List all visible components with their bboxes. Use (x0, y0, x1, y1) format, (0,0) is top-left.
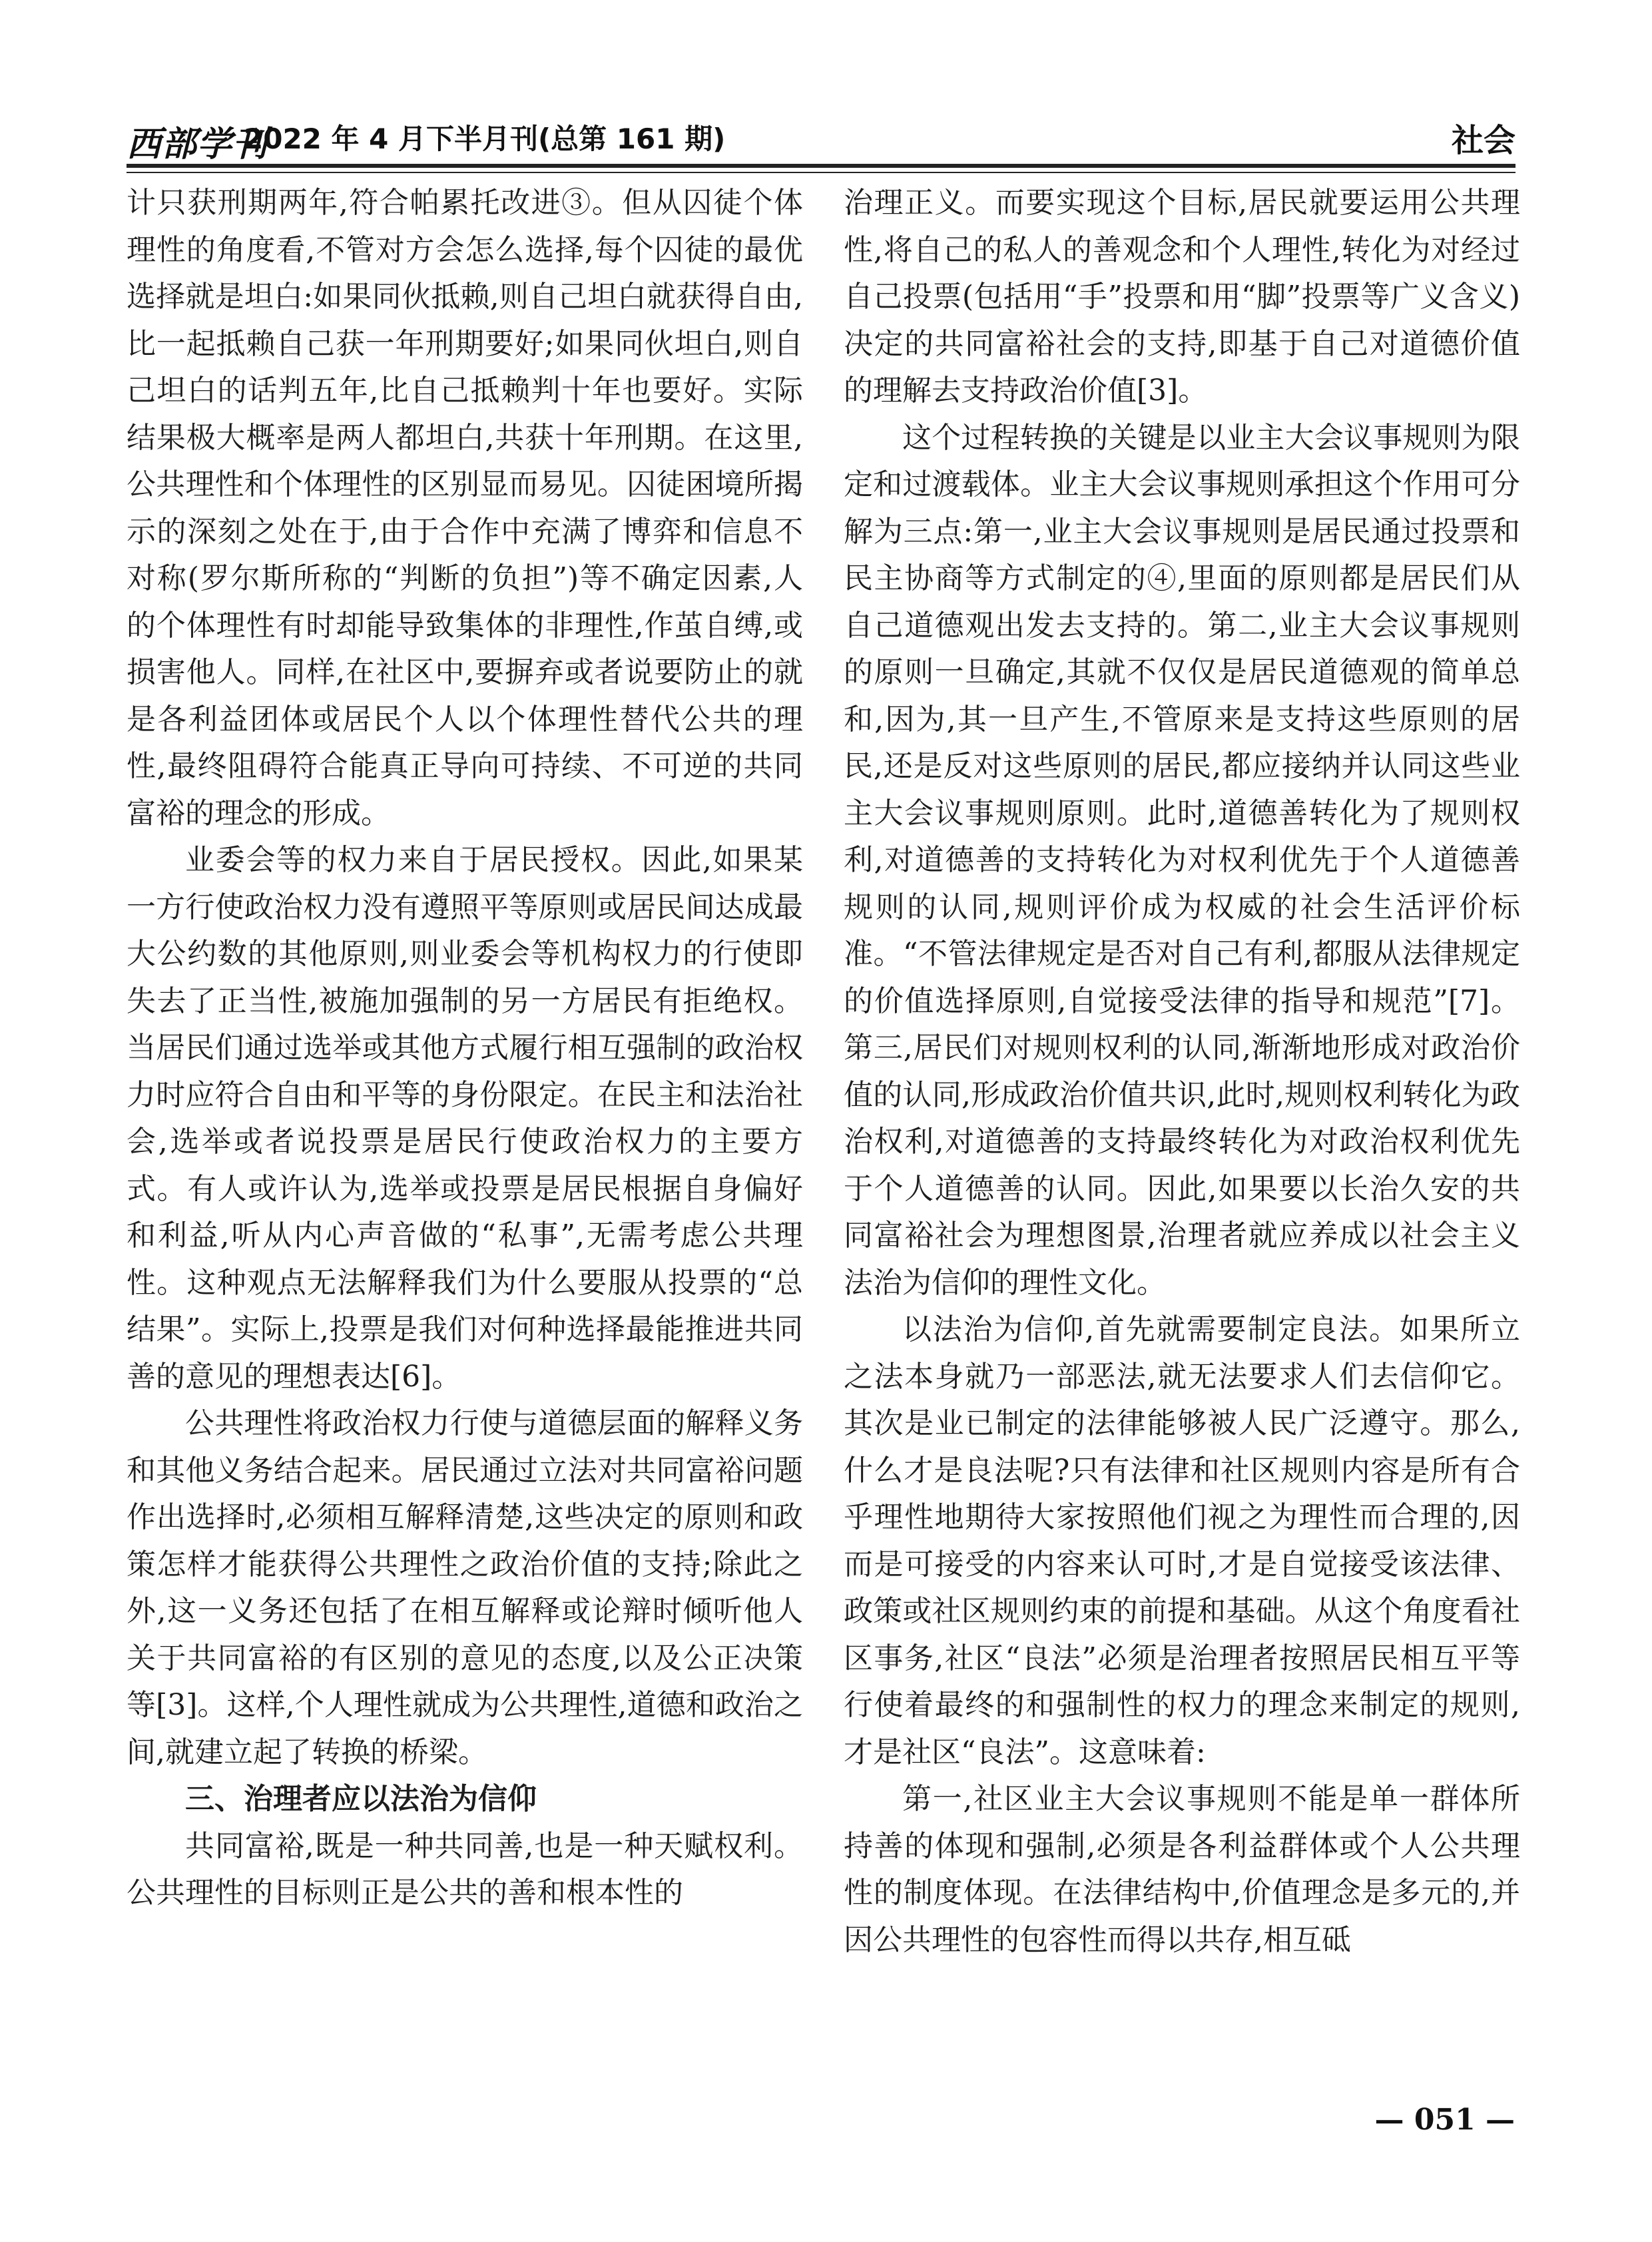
section-heading: 三、治理者应以法治为信仰 (185, 1782, 537, 1816)
paragraph: 治理正义。而要实现这个目标,居民就要运用公共理性,将自己的私人的善观念和个人理性,转化为对经过自己投票(包括用“手”投票和用“脚”投票等广义含义)决定的共同富裕社会的支持,即基于自己对道德价值的理解去支持政治价值[3]。 (844, 186, 1520, 408)
running-header (127, 105, 1515, 169)
header-rule-thick (127, 164, 1515, 168)
paragraph: 业委会等的权力来自于居民授权。因此,如果某一方行使政治权力没有遵照平等原则或居民间达成最大公约数的其他原则,则业委会等机构权力的行使即失去了正当性,被施加强制的另一方居民有拒绝权。当居民们通过选举或其他方式履行相互强制的政治权力时应符合自由和平等的身份限定。在民主和法治社会,选举或者说投票是居民行使政治权力的主要方式。有人或许认为,选举或投票是居民根据自身偏好和利益,听从内心声音做的“私事”,无需考虑公共理性。这种观点无法解释我们为什么要服从投票的“总结果”。实际上,投票是我们对何种选择最能推进共同善的意见的理想表达[6]。 (127, 843, 803, 1394)
right-column (844, 180, 1520, 1964)
section-label: 社会 (1451, 122, 1515, 159)
paragraph: 第一,社区业主大会议事规则不能是单一群体所持善的体现和强制,必须是各利益群体或个人公共理性的制度体现。在法律结构中,价值理念是多元的,并因公共理性的包容性而得以共存,相互砥 (844, 1782, 1520, 1957)
paragraph: 计只获刑期两年,符合帕累托改进③。但从囚徒个体理性的角度看,不管对方会怎么选择,每个囚徒的最优选择就是坦白:如果同伙抵赖,则自己坦白就获得自由,比一起抵赖自己获一年刑期要好;如果同伙坦白,则自己坦白的话判五年,比自己抵赖判十年也要好。实际结果极大概率是两人都坦白,共获十年刑期。在这里,公共理性和个体理性的区别显而易见。囚徒困境所揭示的深刻之处在于,由于合作中充满了博弈和信息不对称(罗尔斯所称的“判断的负担”)等不确定因素,人的个体理性有时却能导致集体的非理性,作茧自缚,或损害他人。同样,在社区中,要摒弃或者说要防止的就是各利益团体或居民个人以个体理性替代公共的理性,最终阻碍符合能真正导向可持续、不可逆的共同富裕的理念的形成。 (127, 186, 803, 830)
left-column (127, 180, 803, 1917)
header-rule-thin (127, 172, 1515, 173)
paragraph: 公共理性将政治权力行使与道德层面的解释义务和其他义务结合起来。居民通过立法对共同富裕问题作出选择时,必须相互解释清楚,这些决定的原则和政策怎样才能获得公共理性之政治价值的支持;除此之外,这一义务还包括了在相互解释或论辩时倾听他人关于共同富裕的有区别的意见的态度,以及公正决策等[3]。这样,个人理性就成为公共理性,道德和政治之间,就建立起了转换的桥梁。 (127, 1406, 803, 1769)
page-number: — 051 — (1374, 2103, 1515, 2137)
paragraph: 共同富裕,既是一种共同善,也是一种天赋权利。公共理性的目标则正是公共的善和根本性的 (127, 1828, 803, 1910)
journal-logo: 西部学刊 (127, 124, 268, 164)
issue-info: 2022 年 4 月下半月刊(总第 161 期) (244, 123, 726, 155)
paragraph: 这个过程转换的关键是以业主大会议事规则为限定和过渡载体。业主大会议事规则承担这个作用可分解为三点:第一,业主大会议事规则是居民通过投票和民主协商等方式制定的④,里面的原则都是居民们从自己道德观出发去支持的。第二,业主大会议事规则的原则一旦确定,其就不仅仅是居民道德观的简单总和,因为,其一旦产生,不管原来是支持这些原则的居民,还是反对这些原则的居民,都应接纳并认同这些业主大会议事规则原则。此时,道德善转化为了规则权利,对道德善的支持转化为对权利优先于个人道德善规则的认同,规则评价成为权威的社会生活评价标准。“不管法律规定是否对自己有利,都服从法律规定的价值选择原则,自觉接受法律的指导和规范”[7]。第三,居民们对规则权利的认同,渐渐地形成对政治价值的认同,形成政治价值共识,此时,规则权利转化为政治权利,对道德善的支持最终转化为对政治权利优先于个人道德善的认同。因此,如果要以长治久安的共同富裕社会为理想图景,治理者就应养成以社会主义法治为信仰的理性文化。 (844, 420, 1520, 1300)
paragraph: 以法治为信仰,首先就需要制定良法。如果所立之法本身就乃一部恶法,就无法要求人们去信仰它。其次是业已制定的法律能够被人民广泛遵守。那么,什么才是良法呢?只有法律和社区规则内容是所有合乎理性地期待大家按照他们视之为理性而合理的,因而是可接受的内容来认可时,才是自觉接受该法律、政策或社区规则约束的前提和基础。从这个角度看社区事务,社区“良法”必须是治理者按照居民相互平等行使着最终的和强制性的权力的理念来制定的规则,才是社区“良法”。这意味着: (844, 1312, 1520, 1769)
